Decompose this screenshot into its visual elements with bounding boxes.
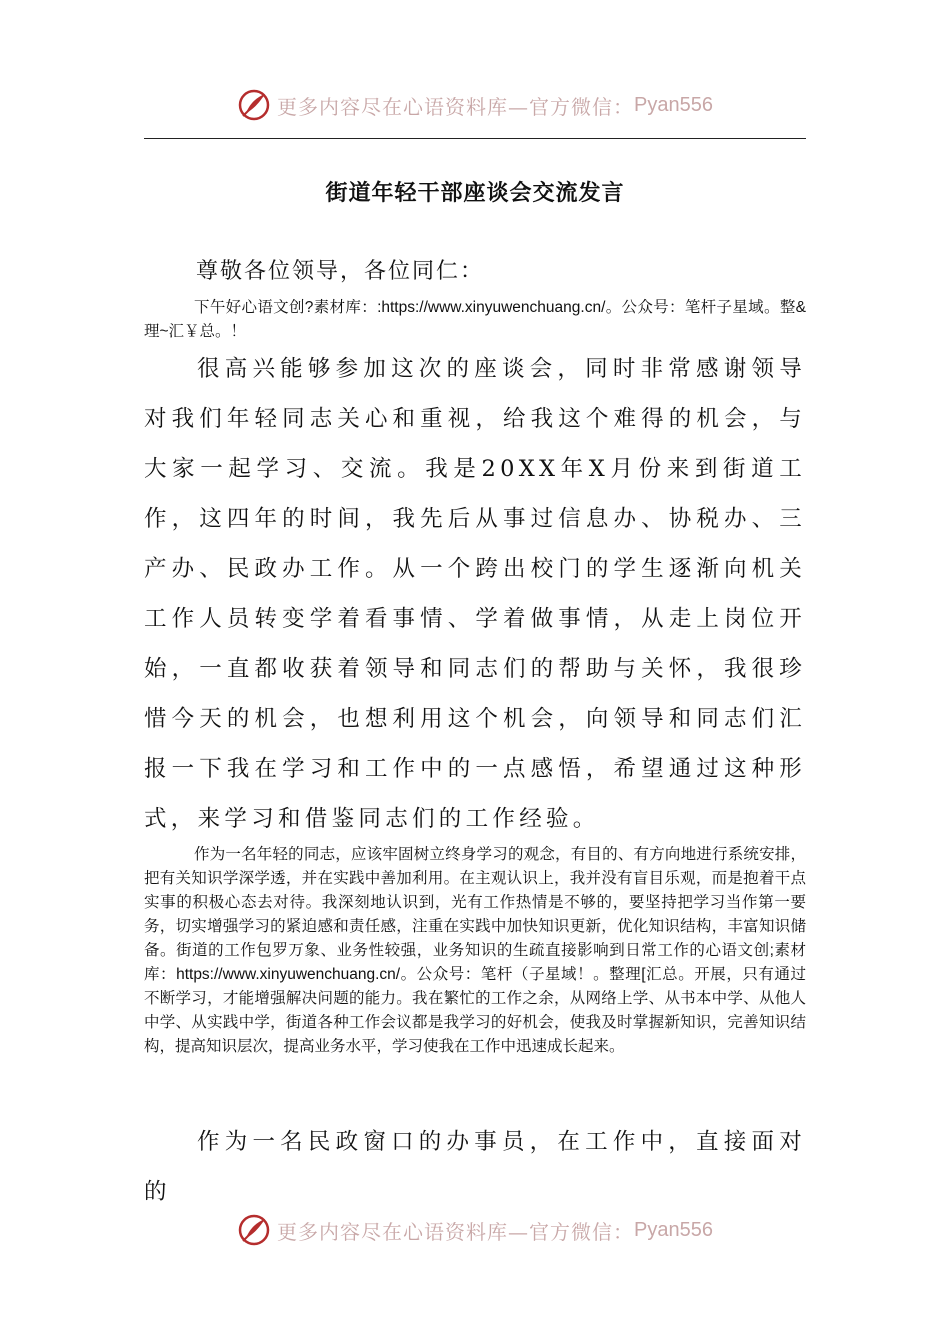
header-rule	[144, 138, 806, 139]
footer-banner	[0, 1205, 950, 1255]
banner-wechat-id: Pyan556	[634, 1218, 713, 1241]
document-title: 街道年轻干部座谈会交流发言	[325, 180, 625, 206]
banner-text: 更多内容尽在心语资料库—官方微信：	[277, 1219, 635, 1244]
paragraph-body-1: 很高兴能够参加这次的座谈会，同时非常感谢领导对我们年轻同志关心和重视，给我这个难得的机会，与大家一起学习、交流。我是20XX年X月份来到街道工作，这四年的时间，我先后从事过信息办、协税办、三产办、民政办工作。从一个跨出校门的学生逐渐向机关工作人员转变学着看事情、学着做事情，从走上岗位开始，一直都收获着领导和同志们的帮助与关怀，我很珍惜今天的机会，也想利用这个机会，向领导和同志们汇报一下我在学习和工作中的一点感悟，希望通过这种形式，来学习和借鉴同志们的工作经验。	[144, 356, 806, 832]
paragraph-small-1: 下午好心语文创?素材库：:https://www.xinyuwenchuang.cn/。公众号：笔杆子星域。整&理~汇￥总。！	[144, 299, 806, 340]
banner-text: 更多内容尽在心语资料库—官方微信：	[277, 94, 635, 119]
banner-wechat-id: Pyan556	[634, 93, 713, 116]
quill-logo-icon	[237, 88, 271, 122]
quill-logo-icon	[237, 1213, 271, 1247]
paragraph-small-2: 作为一名年轻的同志，应该牢固树立终身学习的观念，有目的、有方向地进行系统安排，把有关知识学深学透，并在实践中善加利用。在主观认识上，我并没有盲目乐观，而是抱着干点实事的积极心态去对待。我深刻地认识到，光有工作热情是不够的，要坚持把学习当作第一要务，切实增强学习的紧迫感和责任感，注重在实践中加快知识更新，优化知识结构，丰富知识储备。街道的工作包罗万象、业务性较强，业务知识的生疏直接影响到日常工作的心语文创;素材库：https://www.xinyuwenchuang.cn/。公众号：笔杆（子星域！。整理[汇总。开展，只有通过不断学习，才能增强解决问题的能力。我在繁忙的工作之余，从网络上学、从书本中学、从他人中学、从实践中学，街道各种工作会议都是我学习的好机会，使我及时掌握新知识，完善知识结构，提高知识层次，提高业务水平，学习使我在工作中迅速成长起来。	[144, 846, 806, 1055]
paragraph-body-2: 作为一名民政窗口的办事员，在工作中，直接面对的	[144, 1129, 806, 1205]
header-banner	[0, 80, 950, 130]
salutation: 尊敬各位领导，各位同仁：	[196, 259, 485, 284]
